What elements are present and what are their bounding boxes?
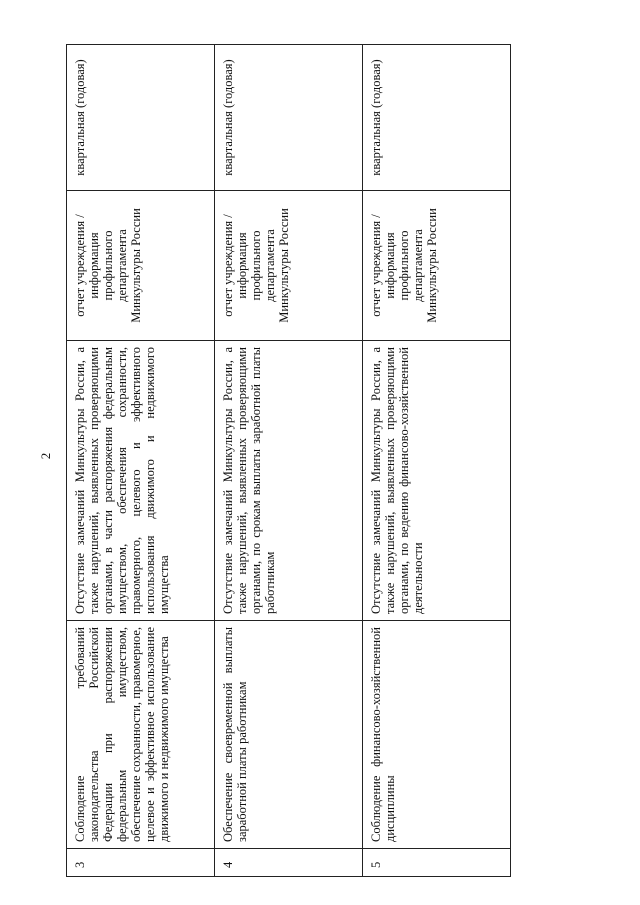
report-cell: отчет учреждения / информация профильного департамента Минкультуры России (215, 191, 363, 341)
result-cell: Отсутствие замечаний Минкультуры России, а также нарушений, выявленных проверяющими органами, по срокам выплаты заработной платы работникам (215, 341, 363, 621)
period-cell: квартальная (годовая) (67, 45, 215, 191)
requirement-cell: Соблюдение требований законодательства Российской Федерации при распоряжении федеральным имуществом, обеспечение сохранности, правомерное, целевое и эффективное использование движимого и недвижимого имущества (67, 621, 215, 849)
report-cell: отчет учреждения / информация профильного департамента Минкультуры России (67, 191, 215, 341)
row-number: 5 (363, 849, 511, 877)
criteria-table (66, 44, 511, 877)
result-cell: Отсутствие замечаний Минкультуры России, а также нарушений, выявленных проверяющими органами, в части распоряжения федеральным имуществом, обеспечения сохранности, правомерного, целевого и эффективного использования движимого и недвижимого имущества (67, 341, 215, 621)
table-row (363, 45, 511, 877)
result-cell: Отсутствие замечаний Минкультуры России, а также нарушений, выявленных проверяющими органами, по ведению финансово-хозяйственной деятельности (363, 341, 511, 621)
rotated-table-sheet (66, 45, 510, 877)
table-row (215, 45, 363, 877)
table-row (67, 45, 215, 877)
requirement-cell: Обеспечение своевременной выплаты заработной платы работникам (215, 621, 363, 849)
row-number: 4 (215, 849, 363, 877)
period-cell: квартальная (годовая) (215, 45, 363, 191)
requirement-cell: Соблюдение финансово-хозяйственной дисциплины (363, 621, 511, 849)
report-cell: отчет учреждения / информация профильного департамента Минкультуры России (363, 191, 511, 341)
page-number: 2 (38, 452, 53, 460)
row-number: 3 (67, 849, 215, 877)
period-cell: квартальная (годовая) (363, 45, 511, 191)
